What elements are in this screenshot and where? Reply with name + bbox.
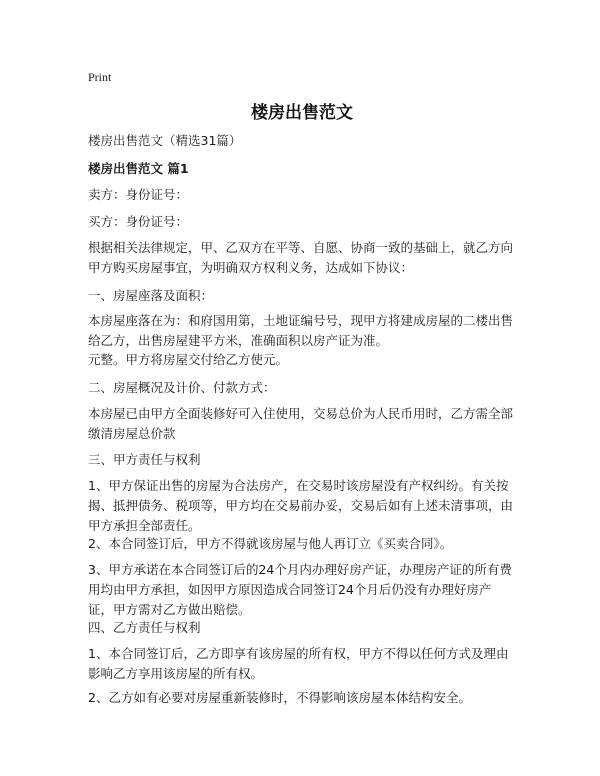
subtitle: 楼房出售范文（精选31篇） (88, 133, 242, 148)
paragraph: 本房屋已由甲方全面装修好可入住使用，交易总价为人民币用时，乙方需全部缴清房屋总价款 (88, 406, 514, 441)
document-title: 楼房出售范文 (251, 103, 353, 123)
clause-heading: 二、房屋概况及计价、付款方式： (88, 380, 276, 395)
paragraph: 1、甲方保证出售的房屋为合法房产，在交易时该房屋没有产权纠纷。有关按揭、抵押债务、税项等，甲方均在交易前办妥，交易后如有上述未清事项，由甲方承担全部责任。 (88, 478, 514, 533)
buyer-line: 买方：身份证号： (88, 214, 189, 229)
section-heading: 楼房出售范文 篇1 (88, 161, 189, 176)
paragraph: 根据相关法律规定，甲、乙双方在平等、自愿、协商一致的基础上，就乙方向甲方购买房屋事宜，为明确双方权利义务，达成如下协议： (88, 240, 514, 275)
paragraph: 元整。甲方将房屋交付给乙方使元。 (88, 352, 289, 367)
clause-heading: 四、乙方责任与权利 (88, 620, 201, 635)
seller-line: 卖方：身份证号： (88, 187, 189, 202)
paragraph: 本房屋座落在为：和府国用第，土地证编号号，现甲方将建成房屋的二楼出售给乙方，出售房屋建平方米，准确面积以房产证为准。 (88, 313, 514, 348)
paragraph: 2、本合同签订后，甲方不得就该房屋与他人再订立《买卖合同》。 (88, 536, 453, 551)
clause-heading: 一、房屋座落及面积： (88, 288, 214, 303)
paragraph: 1、本合同签订后，乙方即享有该房屋的所有权，甲方不得以任何方式及理由影响乙方享用该房屋的所有权。 (88, 646, 509, 681)
paragraph: 2、乙方如有必要对房屋重新装修时，不得影响该房屋本体结构安全。 (88, 690, 471, 705)
paragraph: 3、甲方承诺在本合同签订后的24个月内办理好房产证，办理房产证的所有费用均由甲方承担，如因甲方原因造成合同签订24个月后仍没有办理好房产证，甲方需对乙方做出赔偿。 (88, 562, 512, 617)
clause-heading: 三、甲方责任与权利 (88, 452, 201, 467)
print-label: Print (88, 70, 112, 84)
